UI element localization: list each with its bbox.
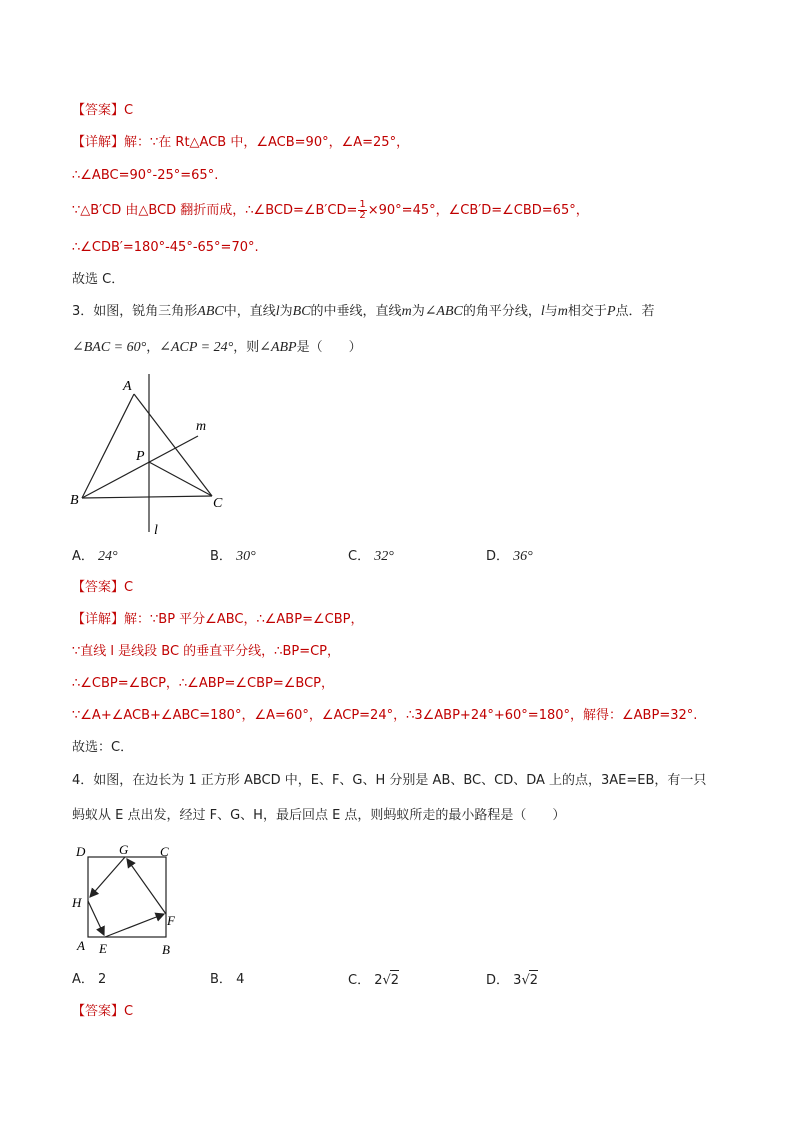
detail-label: 【详解】 — [72, 135, 125, 150]
q2-detail-line3: ∵△B′CD 由△BCD 翻折而成，∴∠BCD=∠B′CD= $\frac{1}{2}$ ×90°=45°，∠CB′D=∠CBD=65°， — [72, 199, 589, 221]
q4-stem-line1: 4．如图，在边长为 1 正方形 ABCD 中，E、F、G、H 分别是 AB、BC、CD、DA 上的点，3AE=EB，有一只 — [72, 773, 707, 788]
label-C: C — [160, 844, 169, 859]
q3-option-B: B． 30° — [210, 549, 256, 564]
q3-option-A: A． 24° — [72, 549, 118, 564]
answer-value: C — [124, 103, 134, 118]
q3-stem-line1: 3．如图，锐角三角形ABC中，直线l为BC的中垂线，直线m为∠ABC的角平分线，l与m相交于P点．若 — [72, 304, 655, 319]
q3-detail-line4: ∵∠A+∠ACB+∠ABC=180°，∠A=60°，∠ACP=24°，∴3∠ABP+24°+60°=180°，解得：∠ABP=32°. — [72, 708, 698, 723]
label-B: B — [162, 942, 170, 957]
label-l: l — [154, 523, 158, 538]
q3-option-D: D． 36° — [486, 549, 533, 564]
q4-option-C: C． 2√2 — [348, 970, 399, 991]
label-H: H — [72, 895, 82, 910]
q2-detail-line1 — [72, 133, 409, 153]
q3-answer: 【答案】C — [72, 580, 134, 595]
label-G: G — [119, 842, 129, 857]
label-B: B — [70, 493, 79, 508]
label-C: C — [213, 496, 223, 511]
detail-text: 解：∵在 Rt△ACB 中，∠ACB=90°，∠A=25°， — [124, 135, 410, 150]
path-FG — [127, 859, 166, 914]
segment-PC — [149, 462, 212, 496]
q2-conclusion: 故选 C． — [72, 272, 125, 287]
label-A: A — [123, 379, 132, 394]
q4-option-D: D． 3√2 — [486, 970, 538, 991]
q3-detail-line3: ∴∠CBP=∠BCP，∴∠ABP=∠CBP=∠BCP， — [72, 676, 335, 691]
label-A: A — [77, 938, 85, 953]
label-F: F — [167, 913, 175, 928]
segment-AB — [82, 394, 134, 498]
q4-stem-line2: 蚂蚁从 E 点出发，经过 F、G、H，最后回点 E 点，则蚂蚁所走的最小路程是（ ） — [72, 808, 566, 823]
q3-detail-line1: 【详解】解：∵BP 平分∠ABC，∴∠ABP=∠CBP， — [72, 612, 364, 627]
q3-detail-line2: ∵直线 l 是线段 BC 的垂直平分线，∴BP=CP， — [72, 644, 341, 659]
q3-option-C: C． 32° — [348, 549, 394, 564]
q4-square-figure — [68, 840, 188, 960]
path-HE — [88, 901, 104, 935]
q3-conclusion: 故选：C． — [72, 740, 134, 755]
label-m: m — [196, 419, 207, 434]
q2-detail-line4: ∴∠CDB′=180°-45°-65°=70°. — [72, 240, 259, 255]
q4-option-A: A． 2 — [72, 972, 107, 987]
q2-answer — [72, 101, 133, 121]
q2-detail-line2: ∴∠ABC=90°-25°=65°. — [72, 168, 219, 183]
q3-stem-line2: ∠BAC = 60°，∠ACP = 24°，则∠ABP是（ ） — [72, 340, 362, 355]
answer-label: 【答案】 — [72, 103, 125, 118]
label-E: E — [99, 941, 107, 956]
label-D: D — [76, 844, 86, 859]
line-m — [82, 436, 198, 498]
path-GH — [90, 857, 125, 897]
q4-answer: 【答案】C — [72, 1004, 134, 1019]
segment-BC — [82, 496, 212, 498]
segment-AC — [134, 394, 212, 496]
q4-option-B: B． 4 — [210, 972, 245, 987]
label-P: P — [136, 449, 145, 464]
q3-triangle-figure — [68, 370, 238, 540]
path-EF — [105, 914, 164, 937]
fraction-half: $\frac{1}{2}$ — [359, 199, 366, 221]
